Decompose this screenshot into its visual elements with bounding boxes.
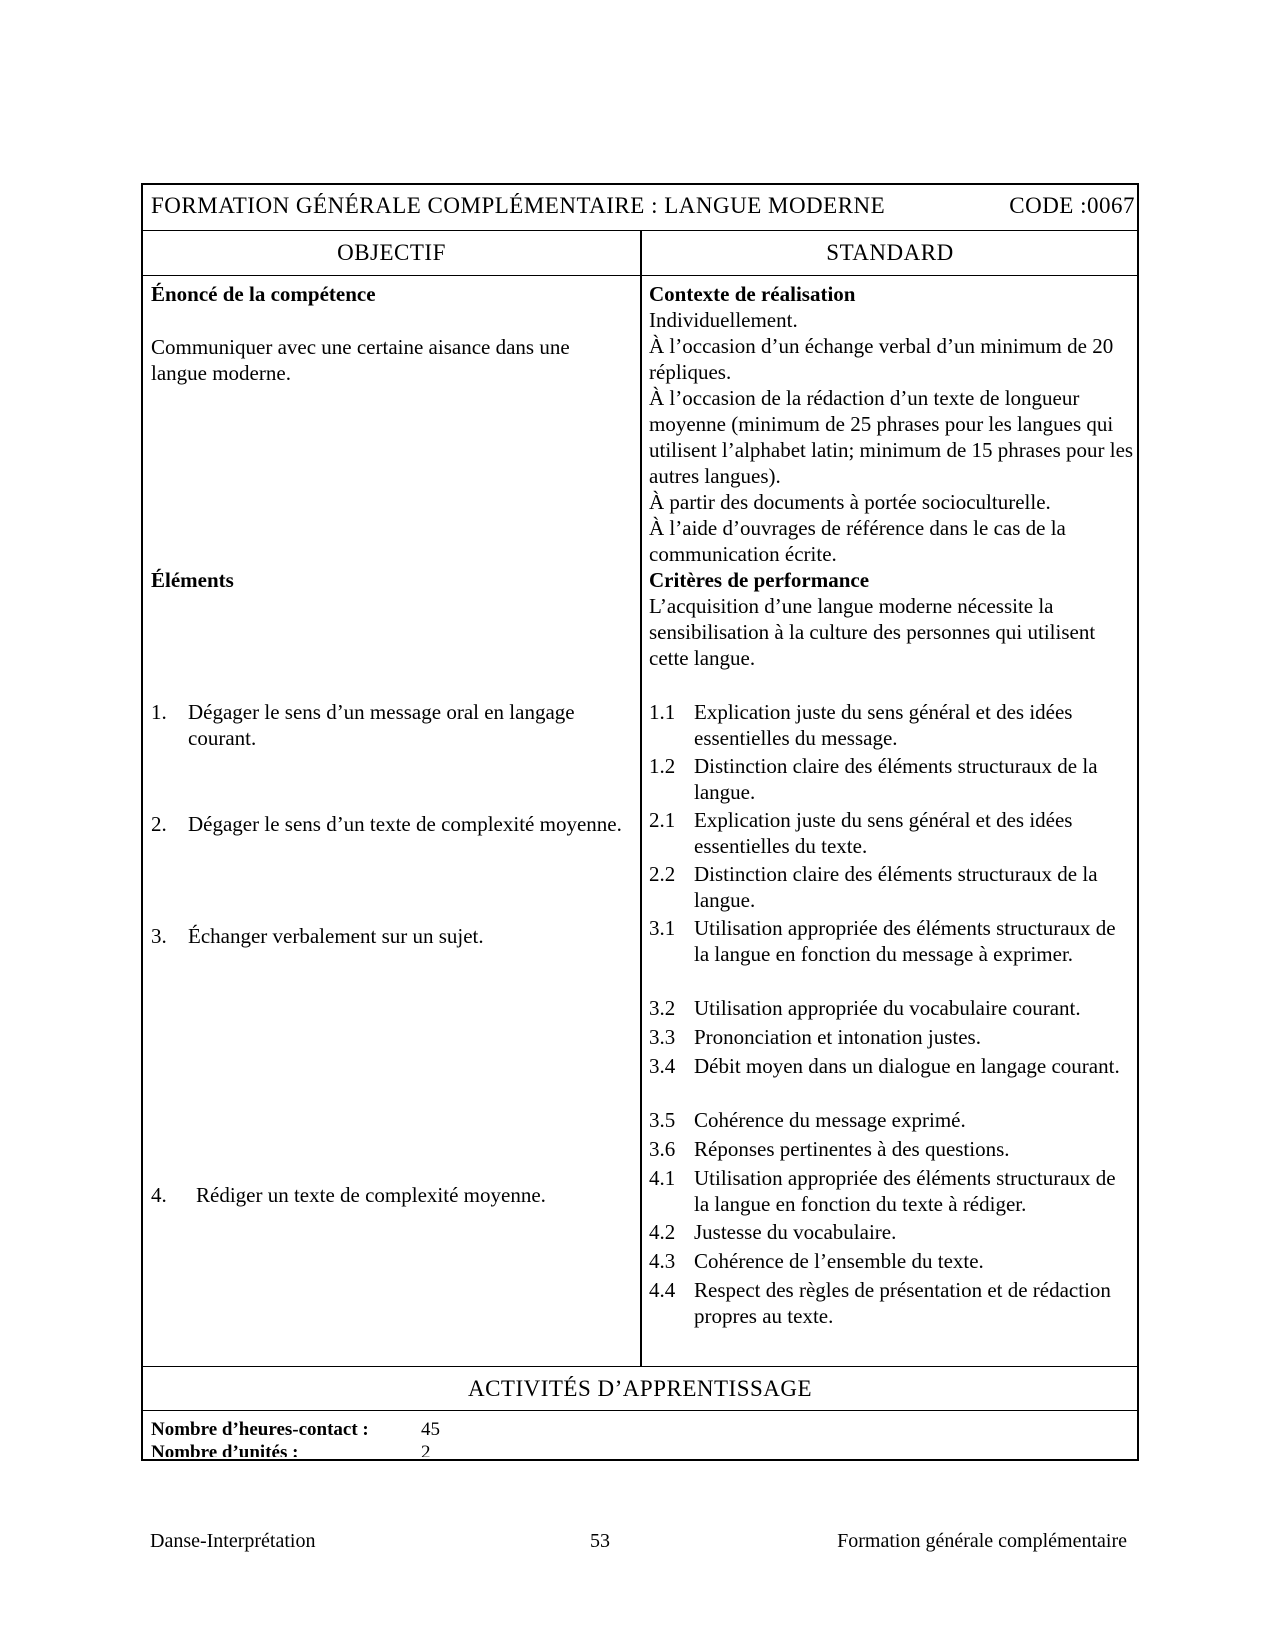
- contexte-line: À l’occasion d’un échange verbal d’un minimum de 20 répliques.: [649, 334, 1114, 384]
- element-text: Dégager le sens d’un texte de complexité moyenne.: [188, 812, 622, 836]
- contexte-heading: Contexte de réalisation: [649, 282, 856, 306]
- criterion-text: Respect des règles de présentation et de rédaction propres au texte.: [694, 1278, 1111, 1328]
- criterion-text: Cohérence du message exprimé.: [694, 1108, 966, 1132]
- criterion-text: Prononciation et intonation justes.: [694, 1025, 981, 1049]
- criterion-text: Explication juste du sens général et des idées essentielles du texte.: [694, 808, 1073, 858]
- units-value: 2: [421, 1442, 431, 1457]
- activities-header-row: [143, 1366, 1137, 1411]
- criterion-number: 3.4: [649, 1054, 676, 1078]
- criterion-text: Réponses pertinentes à des questions.: [694, 1137, 1010, 1161]
- criteres-heading: Critères de performance: [649, 568, 870, 592]
- element-number: 3.: [151, 924, 167, 948]
- criterion-text: Utilisation appropriée du vocabulaire courant.: [694, 996, 1081, 1020]
- table-title: FORMATION GÉNÉRALE COMPLÉMENTAIRE : LANGUE MODERNE: [151, 193, 886, 218]
- units-label: Nombre d’unités :: [151, 1442, 299, 1457]
- criterion-number: 3.6: [649, 1137, 676, 1161]
- units-row-clip: [143, 1441, 1137, 1457]
- element-text: Dégager le sens d’un message oral en langage courant.: [188, 700, 575, 750]
- column-header-objectif: OBJECTIF: [337, 240, 446, 265]
- activities-title: ACTIVITÉS D’APPRENTISSAGE: [467, 1376, 813, 1401]
- criterion-text: Utilisation appropriée des éléments structuraux de la langue en fonction du texte à rédiger.: [694, 1166, 1116, 1216]
- elements-heading: Éléments: [151, 568, 234, 592]
- criterion-number: 4.1: [649, 1166, 676, 1190]
- criterion-number: 3.2: [649, 996, 676, 1020]
- criterion-text: Cohérence de l’ensemble du texte.: [694, 1249, 984, 1273]
- contexte-line: Individuellement.: [649, 308, 798, 332]
- element-text: Échanger verbalement sur un sujet.: [188, 924, 484, 948]
- criterion-number: 3.5: [649, 1108, 676, 1132]
- criterion-number: 3.1: [649, 916, 676, 940]
- contexte-line: À l’occasion de la rédaction d’un texte de longueur moyenne (minimum de 25 phrases pour les langues qui utilisent l’alphabet latin; minimum de 15 phrases pour les autres langues).: [649, 386, 1134, 488]
- criterion-text: Distinction claire des éléments structuraux de la langue.: [694, 862, 1098, 912]
- criterion-number: 4.2: [649, 1220, 676, 1244]
- criterion-text: Justesse du vocabulaire.: [694, 1220, 897, 1244]
- contexte-line: À partir des documents à portée socioculturelle.: [649, 490, 1051, 514]
- footer-section: Formation générale complémentaire: [837, 1530, 1127, 1552]
- column-header-standard: STANDARD: [826, 240, 954, 265]
- criterion-number: 2.2: [649, 862, 676, 886]
- footer-page-number: 53: [590, 1530, 610, 1552]
- column-divider: [640, 231, 642, 1366]
- element-number: 2.: [151, 812, 167, 836]
- element-number: 1.: [151, 700, 167, 724]
- criterion-text: Utilisation appropriée des éléments structuraux de la langue en fonction du message à exprimer.: [694, 916, 1116, 966]
- element-text: Rédiger un texte de complexité moyenne.: [196, 1183, 546, 1207]
- criterion-number: 1.1: [649, 700, 676, 724]
- criterion-text: Débit moyen dans un dialogue en langage courant.: [694, 1054, 1120, 1078]
- criterion-text: Explication juste du sens général et des idées essentielles du message.: [694, 700, 1073, 750]
- course-code: CODE :0067: [1009, 193, 1135, 218]
- contexte-line: À l’aide d’ouvrages de référence dans le cas de la communication écrite.: [649, 516, 1066, 566]
- criterion-text: Distinction claire des éléments structuraux de la langue.: [694, 754, 1098, 804]
- competency-table: [141, 183, 1139, 1461]
- criteres-intro: L’acquisition d’une langue moderne nécessite la sensibilisation à la culture des personnes qui utilisent cette langue.: [649, 594, 1096, 670]
- criterion-number: 4.3: [649, 1249, 676, 1273]
- element-number: 4.: [151, 1183, 167, 1207]
- enonce-heading: Énoncé de la compétence: [151, 282, 376, 306]
- contact-hours-value: 45: [421, 1419, 440, 1440]
- contact-hours-label: Nombre d’heures-contact :: [151, 1419, 369, 1440]
- criterion-number: 1.2: [649, 754, 676, 778]
- criterion-number: 3.3: [649, 1025, 676, 1049]
- criterion-number: 2.1: [649, 808, 676, 832]
- enonce-text: Communiquer avec une certaine aisance dans une langue moderne.: [151, 335, 570, 385]
- criterion-number: 4.4: [649, 1278, 676, 1302]
- footer-program: Danse-Interprétation: [150, 1530, 316, 1552]
- table-header-row: [143, 185, 1137, 231]
